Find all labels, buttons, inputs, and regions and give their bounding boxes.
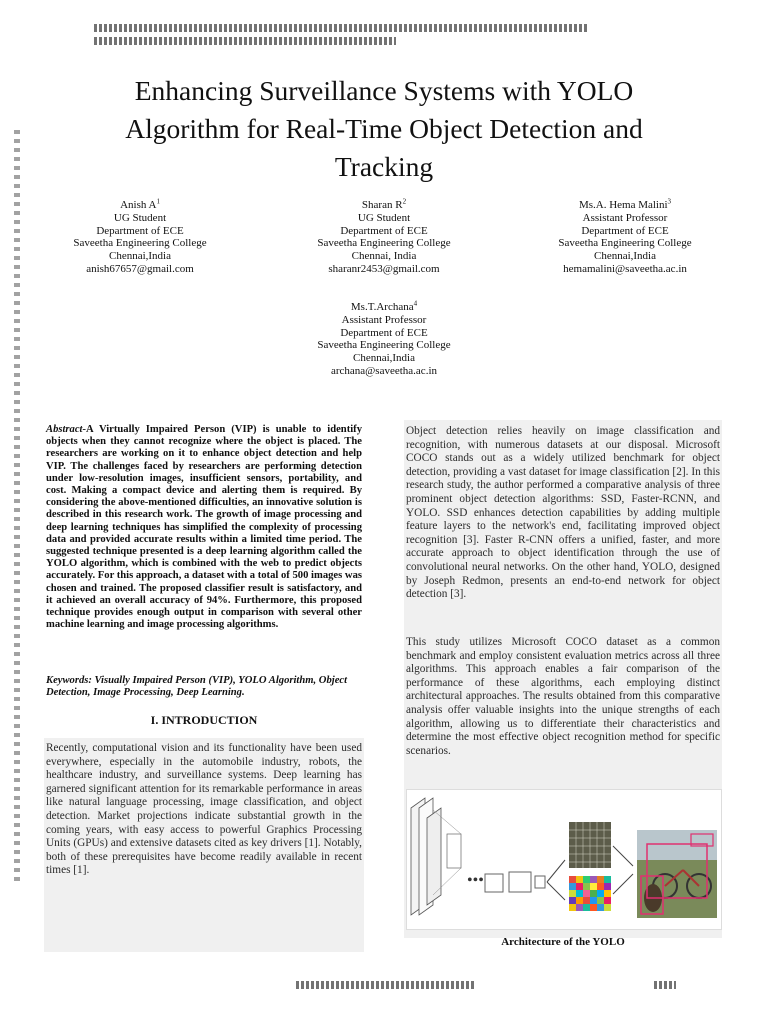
author-name: Sharan R bbox=[361, 199, 403, 211]
author-dept: Department of ECE bbox=[340, 326, 428, 339]
author-role: Assistant Professor bbox=[582, 211, 668, 224]
author-college: Saveetha Engineering College bbox=[73, 237, 207, 250]
author-sup: 4 bbox=[413, 299, 418, 308]
paper-title: Enhancing Surveillance Systems with YOLO Algorithm for Real-Time Object Detection and Tracking bbox=[125, 75, 643, 182]
author-college: Saveetha Engineering College bbox=[317, 237, 451, 250]
author-name: Anish A bbox=[120, 199, 157, 211]
abstract-body: A Virtually Impaired Person (VIP) is unable to identify objects when they cannot recognize where the object is placed. The researchers are working on it to enhance object detection and help VIP. The challenges faced by researchers are performing detection under low-resolution images, insufficient sensors, portability, and cost. Making a compact device and alerting them is required. By considering the above-mentioned difficulties, an innovative solution is described in this research work. The growth of image processing and deep learning techniques has simplified the complexity of processing data and provided accurate results within a limited time period. The suggested technique presented is a deep learning algorithm called the YOLO algorithm, which is combined with the web to predict objects accurately. For this approach, a dataset with a total of 500 images was chosen and trained. The proposed classifier result is satisfactory, and it achieved an overall accuracy of 94%. Furthermore, this proposed technique provides enough output in comparison with several other machine learning and image processing algorithms. bbox=[46, 424, 362, 631]
author-role: Assistant Professor bbox=[341, 313, 427, 326]
header-redaction-line-2 bbox=[94, 37, 396, 45]
author-city: Chennai, India bbox=[351, 250, 417, 263]
author-dept: Department of ECE bbox=[96, 224, 184, 237]
author-city: Chennai,India bbox=[108, 250, 171, 263]
footer-redaction-right bbox=[654, 981, 676, 989]
author-name: Ms.A. Hema Malini bbox=[578, 199, 668, 211]
author-city: Chennai,India bbox=[593, 250, 656, 263]
right-paragraph-2: This study utilizes Microsoft COCO dataset as a common benchmark and employ consistent evaluation metrics across all three algorithms. This approach enables a fair comparison of the performance of these algorithms, each employing distinct architectural approaches. The results obtained from this comparative analysis offer valuable insights into the unique strengths of each algorithm, allowing us to differentiate their characteristics and determine the most effective object recognition method for specific scenarios. bbox=[406, 636, 720, 757]
author-college: Saveetha Engineering College bbox=[558, 237, 692, 250]
author-name: Ms.T.Archana bbox=[350, 301, 414, 313]
svg-text:•••: ••• bbox=[467, 872, 484, 889]
abstract bbox=[46, 424, 362, 631]
author-block-1 bbox=[35, 199, 245, 276]
section-heading: I. INTRODUCTION bbox=[150, 713, 258, 727]
intro-paragraph: Recently, computational vision and its functionality have been used everywhere, especially in the automobile industry, robots, the healthcare industry, and surveillance systems. Deep learning has garnered significant attention for its remarkable performance in areas like natural language processing, image classification, and object detection. Market projections indicate substantial growth in the coming years, with easy access to powerful Graphics Processing Units (GPUs) and extensive datasets cited as key drivers [1]. Notably, both of these prerequisites have become readily available in recent times [1]. bbox=[46, 742, 362, 877]
author-email: archana@saveetha.ac.in bbox=[330, 364, 437, 377]
right-paragraph-1: Object detection relies heavily on image classification and recognition, with numerous datasets at our disposal. Microsoft COCO stands out as a widely utilized benchmark for object detection, providing a vast dataset for image classification [2]. In this research study, the author performed a comparative analysis of three prominent object detection algorithms: SSD, Faster-RCNN, and YOLO. SSD enhances detection capabilities by adding multiple feature layers to the network's end, facilitating improved object recognition [3]. Faster R-CNN offers a unified, faster, and more accurate approach to object identification through the use of convolutional neural networks. On the other hand, YOLO, designed by Joseph Redmon, presents an end-to-end network for object detection [3]. bbox=[406, 425, 720, 601]
author-role: UG Student bbox=[357, 211, 411, 224]
author-dept: Department of ECE bbox=[581, 224, 669, 237]
author-college: Saveetha Engineering College bbox=[317, 339, 451, 352]
author-email: hemamalini@saveetha.ac.in bbox=[563, 262, 687, 275]
author-sup: 1 bbox=[156, 197, 160, 206]
author-block-2 bbox=[279, 199, 489, 276]
header-redaction-line-1 bbox=[94, 24, 588, 32]
margin-redaction-strip bbox=[14, 130, 20, 885]
author-sup: 3 bbox=[667, 197, 672, 206]
author-email: anish67657@gmail.com bbox=[86, 262, 194, 275]
yolo-architecture-diagram bbox=[407, 790, 721, 929]
author-block-3 bbox=[520, 199, 730, 276]
author-email: sharanr2453@gmail.com bbox=[328, 262, 440, 275]
author-dept: Department of ECE bbox=[340, 224, 428, 237]
keywords: Keywords: Visually Impaired Person (VIP), YOLO Algorithm, Object Detection, Image Processing, Deep Learning. bbox=[46, 675, 348, 699]
figure-caption: Architecture of the YOLO bbox=[501, 936, 625, 948]
author-role: UG Student bbox=[113, 211, 167, 224]
author-block-4 bbox=[279, 301, 489, 378]
author-sup: 2 bbox=[402, 197, 407, 206]
abstract-lead: Abstract- bbox=[46, 424, 87, 435]
author-city: Chennai,India bbox=[352, 352, 415, 365]
footer-redaction-left bbox=[296, 981, 476, 989]
yolo-architecture-figure bbox=[406, 789, 722, 930]
